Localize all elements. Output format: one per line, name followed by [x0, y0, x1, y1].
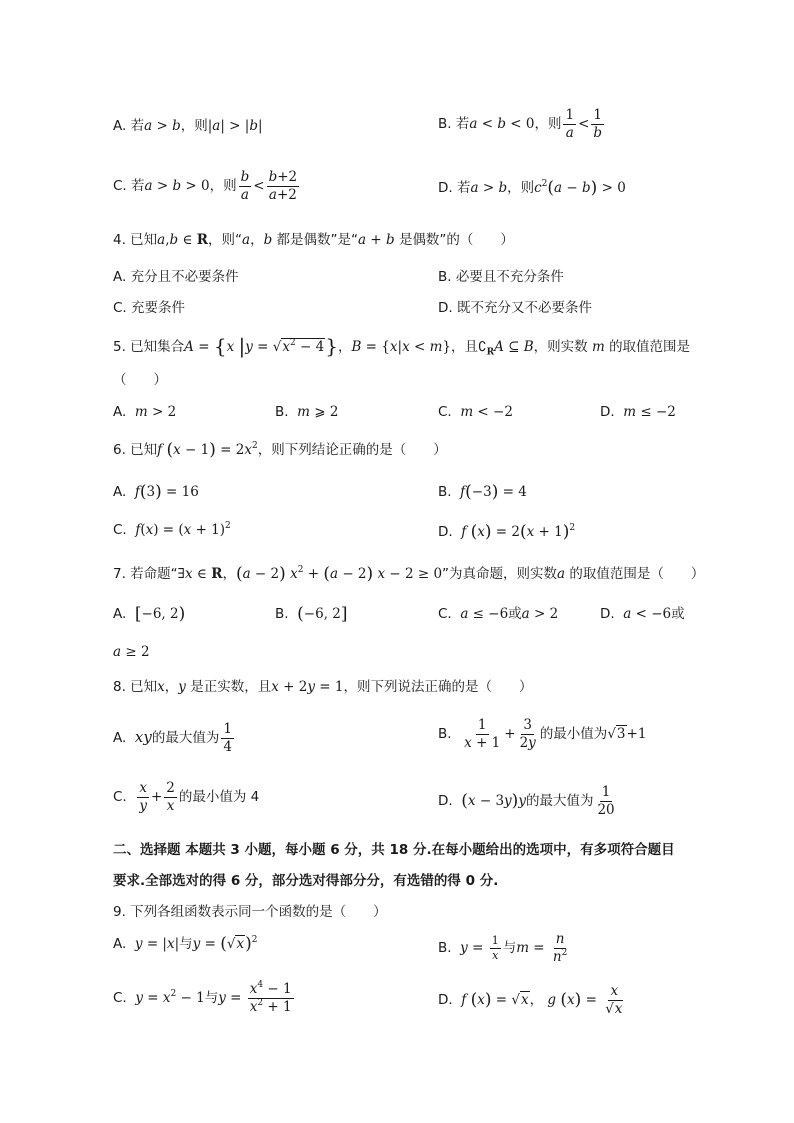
- q7-stem: 7. 若命题“∃x ∈ R，(a − 2) $x^2 + (a - 2) x - 2 \ge 0$”为真命题，则实数a 的取值范围是（ ）: [113, 564, 705, 584]
- question-number: 5. 已知集合: [113, 339, 185, 355]
- option-label: A.: [113, 404, 127, 420]
- option-label: A.: [113, 729, 127, 746]
- q5-option-b: B. m ⩾ 2: [275, 404, 339, 420]
- q3-option-c: C. 若a > b > 0，则 $\frac{b}{a}$ < $\frac{b+2}{a+2}$: [113, 169, 298, 203]
- section-2-heading-line1: 二、选择题 本题共 3 小题，每小题 6 分，共 18 分.在每小题给出的选项中，有多项符合题目: [113, 842, 675, 858]
- q5-paren: （ ）: [113, 372, 167, 388]
- stem-text: ，则下列说法正确的是（ ）: [343, 679, 533, 695]
- q5-stem: 5. 已知集合A = {x $|y = √x^2 - 4$}，B = {x|x < m}，且$∁_RA$ ⊆ B，则实数 m 的取值范围是: [113, 334, 691, 358]
- question-number: 8. 已知: [113, 679, 158, 695]
- q4-stem: 4. 已知a,b ∈ R，则“a，b 都是偶数”是“a + b 是偶数”的（ ）: [113, 232, 514, 248]
- option-text: 的最小值为: [539, 725, 608, 742]
- q8-option-c: C. $\frac{x}{y}$ + $\frac{2}{x}$ 的最小值为 4: [113, 780, 260, 814]
- q8-option-d: D. (x − 3y)y的最大值为 $\frac{1}{20}$: [438, 784, 615, 818]
- option-label: D.: [600, 404, 615, 420]
- q9-option-c: C. $y = x^2 - 1$与y = $\frac{x^4 - 1}{x^2 + 1}$: [113, 980, 292, 1015]
- section-2-heading-line2: 要求.全部选对的得 6 分，部分选对得部分分，有选错的得 0 分.: [113, 873, 499, 889]
- stem-text: ，且: [451, 339, 478, 355]
- stem-text: 都是偶数”是“: [276, 232, 359, 248]
- option-connector: ，则: [180, 118, 208, 134]
- q8-option-b: B. $\frac{1}{x + 1}$ + $\frac{3}{2y}$ 的最小值为√3+1: [438, 717, 647, 751]
- q3-option-b: B. 若a < b < 0，则 $\frac{1}{a}$ < $\frac{1}{b}$: [438, 107, 603, 141]
- q4-option-c: C. 充要条件: [113, 300, 186, 316]
- q6-option-d: D. f $(x) = 2(x + 1)^2$: [438, 522, 576, 542]
- with-text: 与: [204, 989, 219, 1006]
- q6-option-b: B. f(−3) = 4: [438, 482, 527, 502]
- option-label: D.: [438, 991, 453, 1008]
- option-label: C.: [438, 606, 452, 622]
- q4-option-b: B. 必要且不充分条件: [438, 269, 564, 285]
- option-label: D.: [438, 524, 453, 540]
- q9-option-d: D. f (x) = √x， g (x) = $\frac{x}{√x}$: [438, 983, 623, 1017]
- stem-text: ，: [337, 339, 352, 355]
- q8-stem: 8. 已知x，y 是正实数，且x + 2y = 1，则下列说法正确的是（ ）: [113, 679, 533, 695]
- q3-option-a: A. 若a > b，则|a| > |b|: [113, 118, 263, 134]
- q7-option-a: A. [−6, 2): [113, 604, 186, 624]
- q6-option-c: C. $f(x) = (x + 1)^2$: [113, 521, 231, 538]
- option-label: C.: [113, 522, 127, 538]
- option-label: B.: [438, 725, 452, 742]
- question-number: 7. 若命题“: [113, 566, 178, 582]
- q7-option-d-cont: a ≥ 2: [113, 644, 150, 660]
- q7-option-b: B. (−6, 2]: [275, 604, 348, 624]
- option-label: C.: [113, 989, 127, 1006]
- stem-text: 是偶数”的（ ）: [398, 232, 514, 248]
- with-text: 与: [179, 936, 193, 952]
- q9-option-a: A. y = |x|与$y = (√x)^2$: [113, 934, 258, 954]
- stem-text: 的取值范围是: [609, 339, 691, 355]
- option-label: C.: [113, 788, 127, 805]
- option-label: B.: [438, 939, 452, 956]
- option-label: D.: [600, 606, 615, 622]
- question-number: 6. 已知: [113, 442, 158, 458]
- option-connector: ，则: [534, 115, 562, 132]
- q7-option-c: C. a ≤ −6或a > 2: [438, 606, 559, 622]
- q5-option-d: D. m ≤ −2: [600, 404, 676, 420]
- option-label: A.: [113, 484, 127, 500]
- stem-text: ”为真命题，则实数: [442, 566, 558, 582]
- q9-option-b: B. y = $\frac{1}{x}$ 与m = $\frac{n}{n^2}$: [438, 931, 568, 965]
- option-text: 的最大值为: [151, 729, 220, 746]
- q4-option-d: D. 既不充分又不必要条件: [438, 300, 592, 316]
- option-label: D. 若: [438, 180, 471, 196]
- q5-option-a: A. m > 2: [113, 404, 177, 420]
- q8-option-a: A. xy的最大值为 $\frac{1}{4}$: [113, 721, 232, 755]
- option-label: D.: [438, 792, 453, 809]
- option-connector: ，则: [209, 177, 237, 194]
- option-label: B.: [275, 606, 289, 622]
- with-text: 与: [502, 939, 517, 956]
- option-label: B.: [275, 404, 289, 420]
- q6-option-a: A. f(3) = 16: [113, 482, 199, 502]
- q7-option-d: D. a < −6或: [600, 606, 685, 622]
- q6-stem: 6. 已知f $(x - 1) = 2x^2$，则下列结论正确的是（ ）: [113, 440, 447, 460]
- q3-option-d: D. 若a > b，则$c^2(a - b) > 0$: [438, 178, 626, 198]
- option-connector: ，则: [507, 180, 535, 196]
- stem-text: ，则“: [208, 232, 242, 248]
- q4-option-a: A. 充分且不必要条件: [113, 269, 239, 285]
- q5-option-c: C. m < −2: [438, 404, 513, 420]
- option-label: B.: [438, 484, 452, 500]
- option-label: C.: [438, 404, 452, 420]
- stem-text: ，则下列结论正确的是（ ）: [257, 442, 447, 458]
- question-number: 4. 已知: [113, 232, 158, 248]
- or-text: 或: [671, 606, 685, 622]
- q9-stem: 9. 下列各组函数表示同一个函数的是（ ）: [113, 904, 387, 920]
- option-label: A. 若: [113, 118, 145, 134]
- stem-text: 的取值范围是（ ）: [569, 566, 705, 582]
- stem-text: 是正实数，且: [190, 679, 272, 695]
- option-label: C. 若: [113, 177, 145, 194]
- option-label: A.: [113, 606, 127, 622]
- option-text: 的最大值为: [525, 792, 594, 809]
- option-label: A.: [113, 936, 127, 952]
- stem-text: ，则实数: [533, 339, 588, 355]
- option-text: 的最小值为 4: [178, 788, 260, 805]
- option-label: B. 若: [438, 115, 470, 132]
